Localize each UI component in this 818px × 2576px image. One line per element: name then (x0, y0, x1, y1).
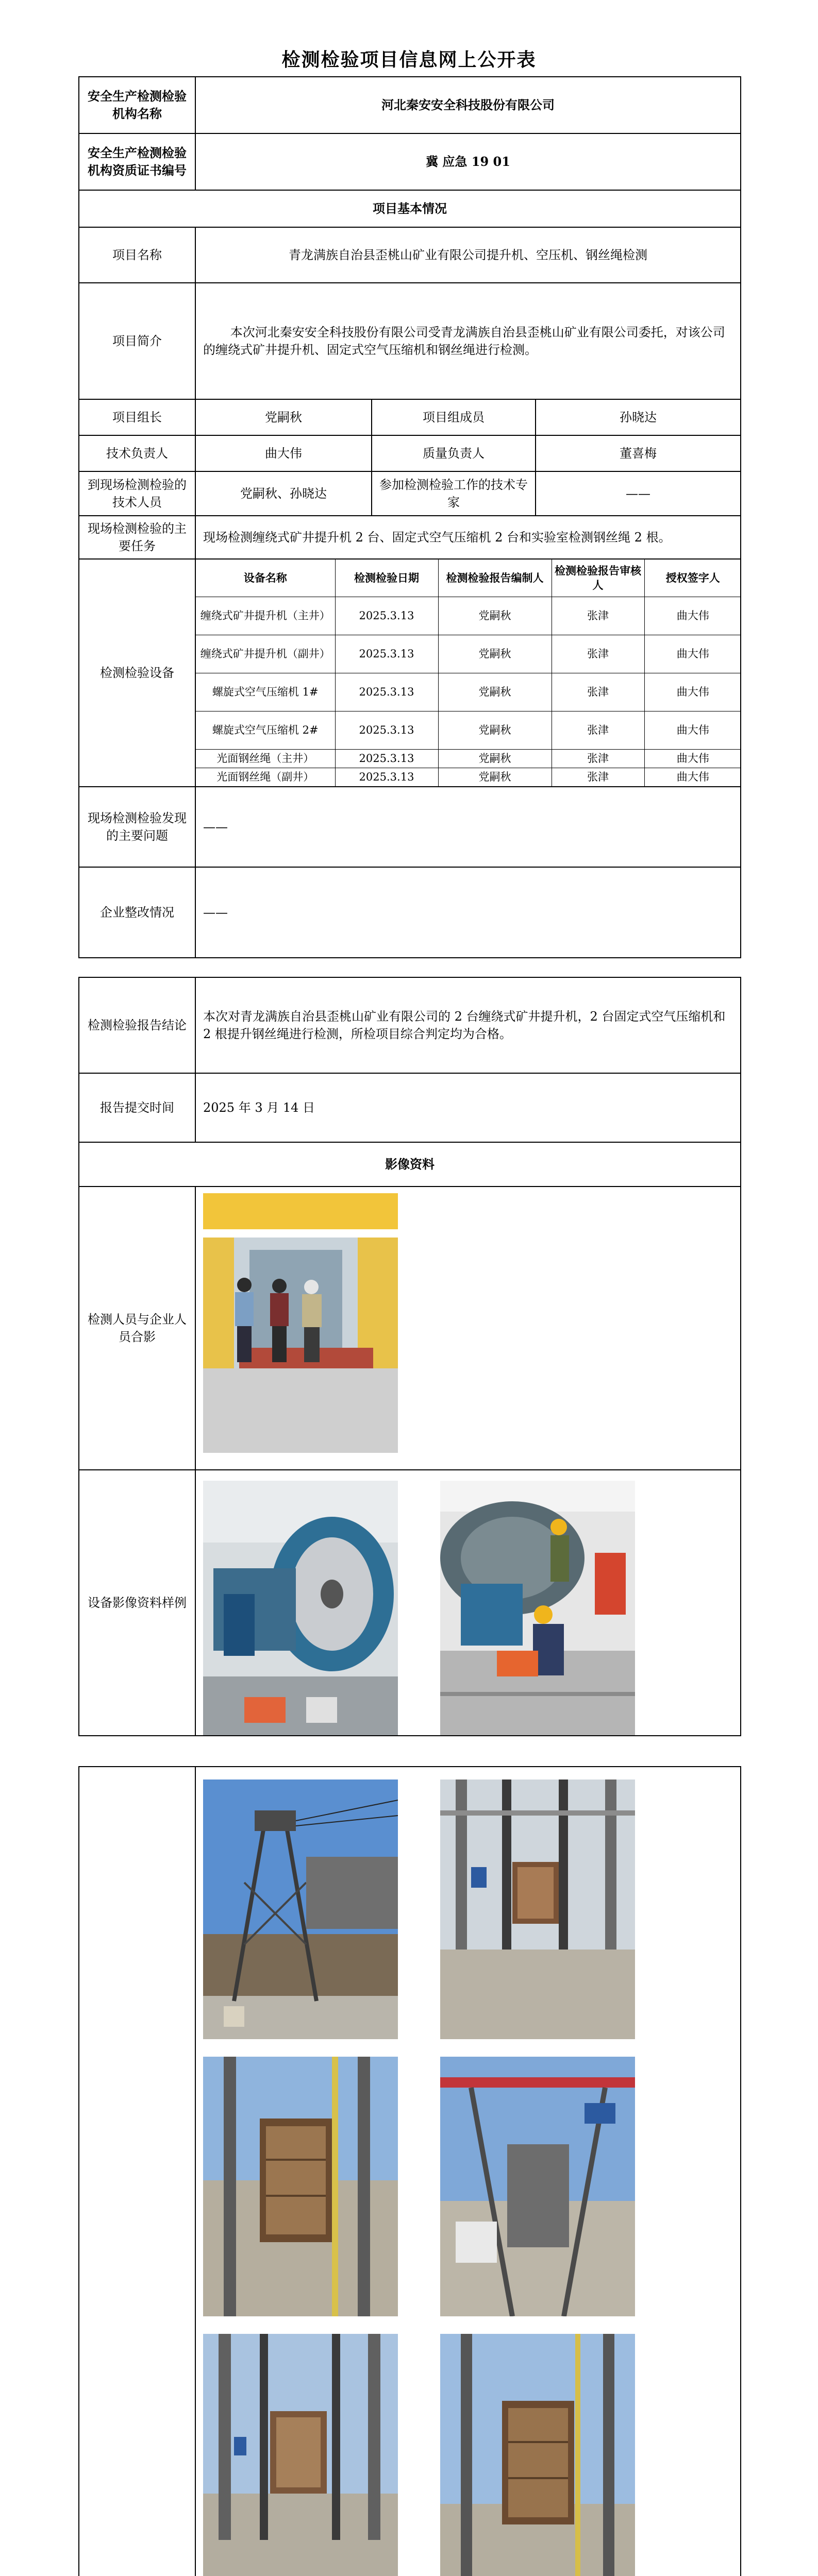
equipment-cell: 曲大伟 (644, 635, 741, 673)
empty-label-cell (79, 1767, 195, 2576)
org-name-label: 安全生产检测检验机构名称 (79, 77, 195, 133)
group-photo-cell (195, 1187, 741, 1470)
members-value: 孙晓达 (536, 399, 741, 435)
equipment-cell: 党嗣秋 (438, 673, 552, 711)
table-row (196, 673, 741, 711)
equipment-cell: 2025.3.13 (335, 635, 438, 673)
leader-label: 项目组长 (79, 399, 195, 435)
equipment-cell: 张津 (552, 768, 644, 786)
equipment-header-author: 检测检验报告编制人 (438, 560, 552, 597)
equipment-photo-label: 设备影像资料样例 (79, 1470, 195, 1736)
equipment-cell: 张津 (552, 673, 644, 711)
intro-label: 项目简介 (79, 283, 195, 399)
findings-value: —— (195, 787, 741, 867)
table-row (196, 768, 741, 786)
equipment-cell: 光面钢丝绳（副井） (196, 768, 335, 786)
onsite-value: 党嗣秋、孙晓达 (195, 471, 372, 516)
equipment-cell: 张津 (552, 711, 644, 749)
equipment-cell: 2025.3.13 (335, 768, 438, 786)
quality-value: 董喜梅 (536, 435, 741, 471)
rectification-label: 企业整改情况 (79, 867, 195, 958)
rectification-value: —— (195, 867, 741, 958)
table-row (196, 635, 741, 673)
tech-value: 曲大伟 (195, 435, 372, 471)
equipment-label: 检测检验设备 (79, 559, 195, 787)
group-photo-label: 检测人员与企业人员合影 (79, 1187, 195, 1470)
hoist-drum-photo (203, 1481, 398, 1736)
task-value: 现场检测缠绕式矿井提升机 2 台、固定式空气压缩机 2 台和实验室检测钢丝绳 2 根。 (195, 516, 741, 559)
equipment-cell: 光面钢丝绳（主井） (196, 749, 335, 768)
conclusion-value: 本次对青龙满族自治县歪桃山矿业有限公司的 2 台缠绕式矿井提升机，2 台固定式空气压缩机和 2 根提升钢丝绳进行检测，所检项目综合判定均为合格。 (195, 977, 741, 1073)
onsite-label: 到现场检测检验的技术人员 (79, 471, 195, 516)
equipment-header-name: 设备名称 (196, 560, 335, 597)
hoist-inspection-photo (440, 1481, 635, 1736)
leader-value: 党嗣秋 (195, 399, 372, 435)
equipment-header-signer: 授权签字人 (644, 560, 741, 597)
images-header: 影像资料 (79, 1142, 741, 1187)
info-table-part1 (78, 76, 741, 958)
table-row (196, 711, 741, 749)
equipment-cell: 张津 (552, 635, 644, 673)
info-table-part2 (78, 977, 741, 1736)
equipment-cell: 曲大伟 (644, 673, 741, 711)
equipment-cell: 党嗣秋 (438, 749, 552, 768)
members-label: 项目组成员 (372, 399, 536, 435)
cert-value: 冀 应急 19 01 (195, 133, 741, 190)
shaft-cage-photo-2 (440, 2057, 635, 2316)
project-name-label: 项目名称 (79, 227, 195, 283)
quality-label: 质量负责人 (372, 435, 536, 471)
equipment-cell: 缠绕式矿井提升机（副井） (196, 635, 335, 673)
submit-label: 报告提交时间 (79, 1073, 195, 1142)
equipment-photo-cell (195, 1470, 741, 1736)
equipment-cell: 2025.3.13 (335, 673, 438, 711)
equipment-table (196, 560, 741, 786)
equipment-cell: 曲大伟 (644, 597, 741, 635)
equipment-header-date: 检测检验日期 (335, 560, 438, 597)
basic-header: 项目基本情况 (79, 190, 741, 227)
project-name-value: 青龙满族自治县歪桃山矿业有限公司提升机、空压机、钢丝绳检测 (195, 227, 741, 283)
equipment-header-reviewer: 检测检验报告审核人 (552, 560, 644, 597)
equipment-cell: 党嗣秋 (438, 711, 552, 749)
shaft-cage-photo-1 (203, 2057, 398, 2316)
equipment-cell: 党嗣秋 (438, 768, 552, 786)
equipment-cell: 缠绕式矿井提升机（主井） (196, 597, 335, 635)
info-table-part3 (78, 1766, 741, 2576)
equipment-cell: 螺旋式空气压缩机 1# (196, 673, 335, 711)
equipment-cell: 曲大伟 (644, 711, 741, 749)
shaft-entrance-photo-2 (203, 2334, 398, 2576)
table-row (196, 749, 741, 768)
equipment-cell: 螺旋式空气压缩机 2# (196, 711, 335, 749)
findings-label: 现场检测检验发现的主要问题 (79, 787, 195, 867)
equipment-cell: 2025.3.13 (335, 749, 438, 768)
org-name-value: 河北秦安安全科技股份有限公司 (195, 77, 741, 133)
submit-value: 2025 年 3 月 14 日 (195, 1073, 741, 1142)
site-photos-cell (195, 1767, 741, 2576)
tech-label: 技术负责人 (79, 435, 195, 471)
equipment-cell: 曲大伟 (644, 749, 741, 768)
cert-label: 安全生产检测检验机构资质证书编号 (79, 133, 195, 190)
task-label: 现场检测检验的主要任务 (79, 516, 195, 559)
experts-label: 参加检测检验工作的技术专家 (372, 471, 536, 516)
equipment-cell: 2025.3.13 (335, 711, 438, 749)
headframe-photo (203, 1780, 398, 2039)
shaft-cage-photo-3 (440, 2334, 635, 2576)
group-photo (203, 1193, 398, 1453)
table-row (196, 597, 741, 635)
experts-value: —— (536, 471, 741, 516)
equipment-cell: 2025.3.13 (335, 597, 438, 635)
equipment-cell: 党嗣秋 (438, 635, 552, 673)
equipment-cell: 张津 (552, 597, 644, 635)
equipment-cell: 曲大伟 (644, 768, 741, 786)
equipment-cell: 党嗣秋 (438, 597, 552, 635)
intro-value: 本次河北秦安安全科技股份有限公司受青龙满族自治县歪桃山矿业有限公司委托，对该公司的缠绕式矿井提升机、固定式空气压缩机和钢丝绳进行检测。 (195, 283, 741, 399)
shaft-entrance-photo-1 (440, 1780, 635, 2039)
equipment-cell: 张津 (552, 749, 644, 768)
page-title: 检测检验项目信息网上公开表 (281, 49, 537, 71)
conclusion-label: 检测检验报告结论 (79, 977, 195, 1073)
